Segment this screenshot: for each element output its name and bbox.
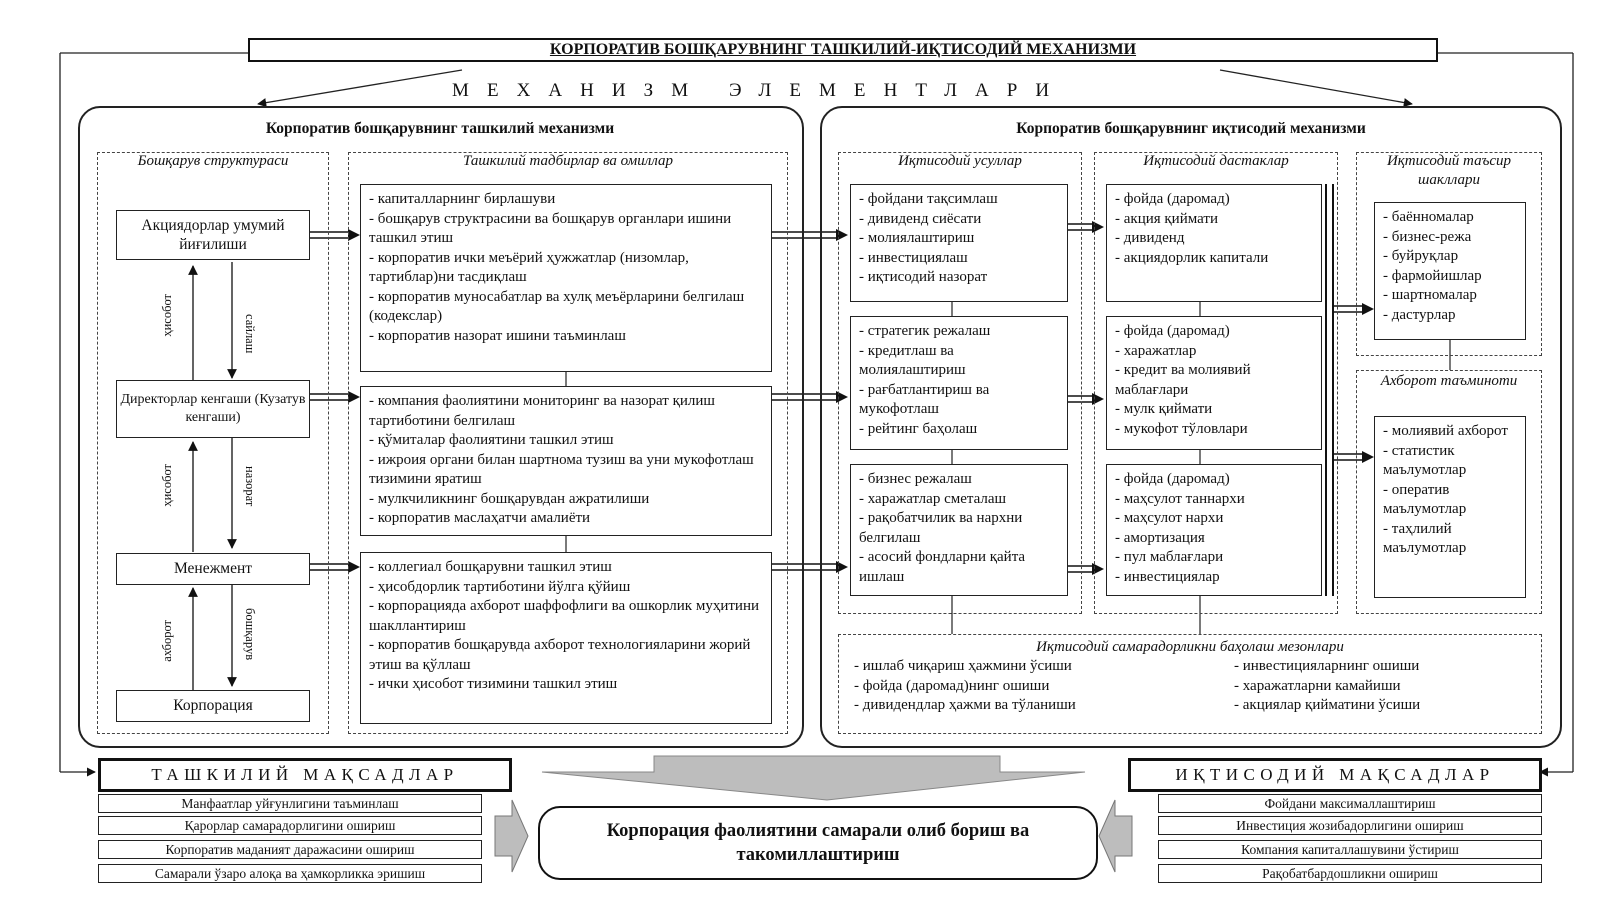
org-goals-heading: ТАШКИЛИЙ МАҚСАДЛАР	[98, 758, 512, 792]
board-box: Директорлар кенгаши (Кузатув кенгаши)	[116, 380, 310, 438]
measures-box-2: - компания фаолиятини мониторинг ва назорат қилиш тартиботини белгилаш - қўмиталар фаолиятини ташкил этиш - ижроия органи билан шартнома тузиш ва уни мукофотлаш тизимини яратиш - мулкчиликнинг бошқарувдан ажратилиши - корпоратив маслаҳатчи амалиёти	[360, 386, 772, 536]
forms-box: - баённомалар - бизнес-режа - буйруқлар - фармойишлар - шартномалар - дастурлар	[1374, 202, 1526, 340]
criteria-left: - ишлаб чиқариш ҳажмини ўсиши - фойда (даромад)нинг ошиши - дивидендлар ҳажми ва тўланиши	[854, 658, 1076, 713]
org-mechanism-heading: Корпоратив бошқарувнинг ташкилий механизми	[265, 120, 615, 137]
info-box: - молиявий ахборот - статистик маълумотлар - оператив маълумотлар - таҳлилий маълумотлар	[1374, 416, 1526, 598]
levers-box-3: - фойда (даромад) - маҳсулот таннархи - маҳсулот нархи - амортизация - пул маблағлари - инвестициялар	[1106, 464, 1322, 596]
structure-heading: Бошқарув структураси	[137, 153, 289, 169]
methods-heading: Иқтисодий усуллар	[898, 153, 1022, 169]
main-title: КОРПОРАТИВ БОШҚАРУВНИНГ ТАШКИЛИЙ-ИҚТИСОДИЙ МЕХАНИЗМИ	[248, 38, 1438, 62]
corporation-box: Корпорация	[116, 690, 310, 722]
info-heading: Ахборот таъминоти	[1380, 373, 1518, 389]
arrow-label-management: бошқарув	[243, 608, 257, 661]
measures-box-3: - коллегиал бошқарувни ташкил этиш - ҳисобдорлик тартиботини йўлга қўйиш - корпорацияда ахборот шаффофлиги ва ошкорлик муҳитини шакллантириш - корпоратив бошқарувда ахборот технологияларини жорий этиш ва қўллаш - ички ҳисобот тизимини ташкил этиш	[360, 552, 772, 724]
eco-mechanism-heading: Корпоратив бошқарувнинг иқтисодий механизми	[1016, 120, 1366, 137]
eco-goal-3: Компания капиталлашувини ўстириш	[1158, 840, 1542, 859]
eco-goal-4: Рақобатбардошликни ошириш	[1158, 864, 1542, 883]
arrow-label-report-1: ҳисобот	[160, 294, 174, 337]
methods-box-1: - фойдани тақсимлаш - дивиденд сиёсати - молиялаштириш - инвестициялаш - иқтисодий назорат	[850, 184, 1068, 302]
forms-heading: Иқтисодий таъсир шакллари	[1386, 153, 1512, 188]
arrow-label-info: ахборот	[160, 620, 174, 662]
criteria-heading: Иқтисодий самарадорликни баҳолаш мезонлари	[1036, 639, 1344, 655]
methods-box-2: - стратегик режалаш - кредитлаш ва молиялаштириш - рағбатлантириш ва мукофотлаш - рейтинг баҳолаш	[850, 316, 1068, 450]
measures-heading: Ташкилий тадбирлар ва омиллар	[463, 153, 673, 169]
levers-box-1: - фойда (даромад) - акция қиймати - дивиденд - акциядорлик капитали	[1106, 184, 1322, 302]
org-goal-1: Манфаатлар уйғунлигини таъминлаш	[98, 794, 482, 813]
criteria-right: - инвестицияларнинг ошиши - харажатларни камайиши - акциялар қийматини ўсиши	[1234, 658, 1421, 713]
methods-box-3: - бизнес режалаш - харажатлар сметалаш - рақобатчилик ва нархни белгилаш - асосий фондларни қайта ишлаш	[850, 464, 1068, 596]
levers-heading: Иқтисодий дастаклар	[1143, 153, 1289, 169]
measures-box-1: - капиталларнинг бирлашуви - бошқарув структрасини ва бошқарув органлари ишини ташкил этиш - корпоратив ички меъёрий ҳужжатлар (низомлар, тартиблар)ни тасдиқлаш - корпоратив муносабатлар ва хулқ меъёрларини белгилаш (кодекслар) - корпоратив назорат ишини таъминлаш	[360, 184, 772, 372]
arrow-label-control: назорат	[243, 466, 257, 507]
arrow-label-report-2: ҳисобот	[160, 464, 174, 507]
eco-goals-heading: ИҚТИСОДИЙ МАҚСАДЛАР	[1128, 758, 1542, 792]
levers-box-2: - фойда (даромад) - харажатлар - кредит ва молиявий маблағлари - мулк қиймати - мукофот тўловлари	[1106, 316, 1322, 450]
elements-label: МЕХАНИЗМ ЭЛЕМЕНТЛАРИ	[452, 80, 1068, 101]
management-box: Менежмент	[116, 553, 310, 585]
result-box: Корпорация фаолиятини самарали олиб бориш ва такомиллаштириш	[538, 806, 1098, 880]
org-goal-2: Қарорлар самарадорлигини ошириш	[98, 816, 482, 835]
eco-goal-2: Инвестиция жозибадорлигини ошириш	[1158, 816, 1542, 835]
org-goal-3: Корпоратив маданият даражасини ошириш	[98, 840, 482, 859]
org-goal-4: Самарали ўзаро алоқа ва ҳамкорликка эришиш	[98, 864, 482, 883]
shareholders-box: Акциядорлар умумий йиғилиши	[116, 210, 310, 260]
eco-goal-1: Фойдани максималлаштириш	[1158, 794, 1542, 813]
arrow-label-elect: сайлаш	[243, 314, 257, 354]
